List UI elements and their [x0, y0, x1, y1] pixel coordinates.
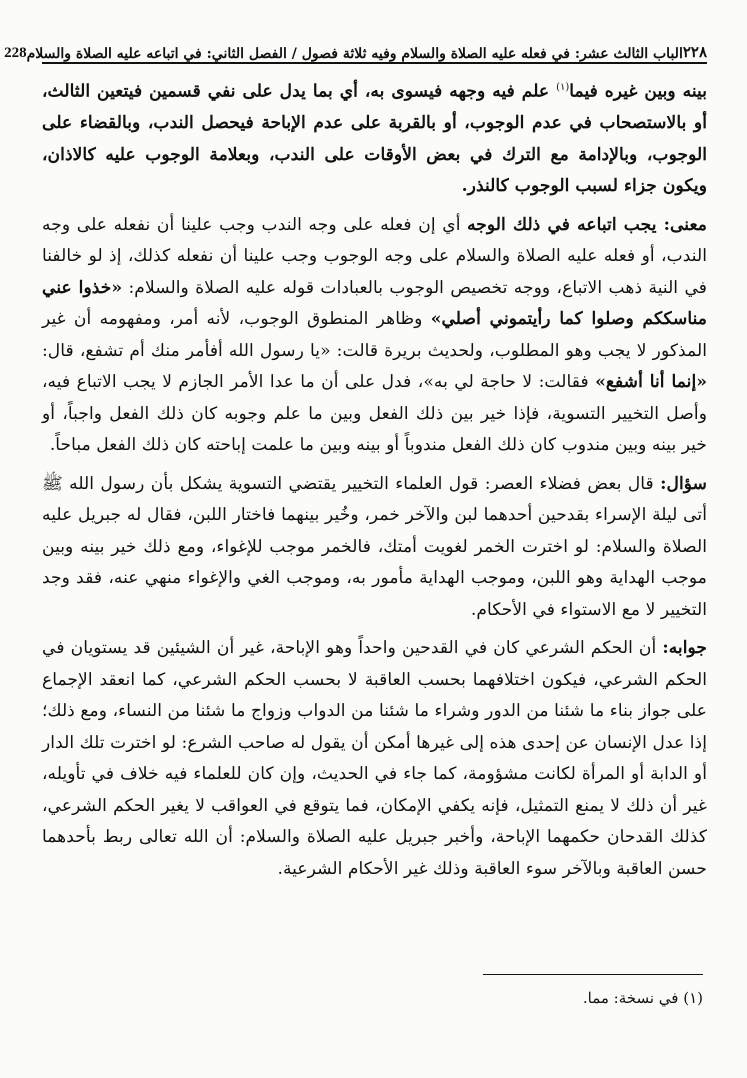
- paragraph-3: [42, 469, 707, 627]
- p2-label: معنى:: [663, 214, 707, 235]
- p3-label: سؤال:: [660, 473, 707, 494]
- p2-text-c: فقالت: لا حاجة لي به»، فدل على أن ما عدا الأمر الجازم لا يجب الاتباع فيه، وأصل التخيير التسوية، فإذا خير بين ذلك الفعل وبين ما علم وجوبه كان ذلك الفعل واجباً، أو خير بينه وبين مندوب كان ذلك الفعل مندوباً أو بينه وبين ما علمت إباحته كان ذلك الفعل مباحاً.: [42, 372, 707, 456]
- footnote-divider: [483, 974, 703, 975]
- page-number-arabic: ٢٢٨: [682, 45, 707, 61]
- p1-bold-start: بينه وبين غيره فيما: [569, 81, 707, 102]
- paragraph-1: [42, 72, 707, 203]
- footnote-ref: (١): [556, 82, 570, 93]
- p4-label: جوابه:: [662, 638, 707, 659]
- chapter-title: الباب الثالث عشر: في فعله عليه الصلاة والسلام وفيه ثلاثة فصول / الفصل الثاني: في اتباعه عليه الصلاة والسلام: [26, 46, 683, 62]
- p1-bold-rest: علم فيه وجهه فيسوى به، أي بما يدل على نفي قسمين فيتعين الثالث، أو بالاستصحاب في عدم الوجوب، أو بالقربة على عدم الإباحة فيحصل الندب، وبالقضاء على الوجوب، وبالإدامة مع الترك في بعض الأوقات على الندب، وبعلامة الوجوب عليه كالاذان، ويكون جزاء لسبب الوجوب كالنذر.: [42, 81, 707, 197]
- running-header: [4, 28, 707, 64]
- p2-lead: يجب اتباعه في ذلك الوجه: [467, 214, 664, 235]
- paragraph-4: [42, 633, 707, 885]
- p2-hadith-quote: «خذوا عني مناسككم وصلوا كما رأيتموني أصلي»: [42, 277, 707, 330]
- p2-text-b: وظاهر المنطوق الوجوب، لأنه أمر، ومفهومه أن غير المذكور لا يجب وهو المطلوب، ولحديث بريرة قالت: «يا رسول الله أفأمر منك أم تشفع، قال:: [42, 309, 707, 361]
- p3-text: قال بعض فضلاء العصر: قول العلماء التخيير يقتضي التسوية يشكل بأن رسول الله ﷺ أتى ليلة الإسراء بقدحين أحدهما لبن والآخر خمر، وخُير بينهما فاختار اللبن، فقال له جبريل عليه الصلاة والسلام: لو اخترت الخمر لغويت أمتك، فالخمر موجب للإغواء، ومع ذلك خير بينه وبين موجب الهداية وهو اللبن، وموجب الهداية مأمور به، وموجب الغي والإغواء منهي عنه، فقد وجد التخيير لا مع الاستواء في الأحكام.: [42, 473, 707, 620]
- paragraph-2: [42, 210, 707, 462]
- footnote: (١) في نسخة: مما.: [582, 989, 703, 1007]
- p4-text: أن الحكم الشرعي كان في القدحين واحداً وهو الإباحة، غير أن الشيئين قد يستويان في الحكم الشرعي، فيكون اختلافهما بحسب العاقبة لا بحسب الحكم الشرعي، كما انعقد الإجماع على جواز بناء ما شئنا من الدور وشراء ما شئنا من الدواب وزواج ما شئنا من النساء، ومع ذلك؛ إذا عدل الإنسان عن إحدى هذه إلى غيرها أمكن أن يقول له صاحب الشرع: لو اخترت تلك الدار أو الدابة أو المرأة لكانت مشؤومة، كما جاء في الحديث، وإن كان للعلماء فيه خلاف في تأويله، غير أن ذلك لا يمنع التمثيل، فإنه يكفي الإمكان، فما يتوقع في العواقب لا يغير الحكم الشرعي، كذلك القدحان حكمهما الإباحة، وأخبر جبريل عليه الصلاة والسلام: أن الله تعالى ربط بأحدهما حسن العاقبة وبالآخر سوء العاقبة وذلك غير الأحكام الشرعية.: [42, 638, 707, 879]
- p2-text-a: أي إن فعله على وجه الندب وجب علينا أن نفعله على وجه الندب، أو فعله عليه الصلاة والسلام على وجه الوجوب وجب علينا أن نفعله كذلك، إذ لو خالفنا في النية ذهب الاتباع، ووجه تخصيص الوجوب بالعبادات قوله عليه الصلاة والسلام:: [42, 214, 707, 298]
- p2-quote-2: «إنما أنا أشفع»: [595, 372, 707, 393]
- page-number-latin: 228: [4, 45, 27, 61]
- body-text: [42, 72, 707, 892]
